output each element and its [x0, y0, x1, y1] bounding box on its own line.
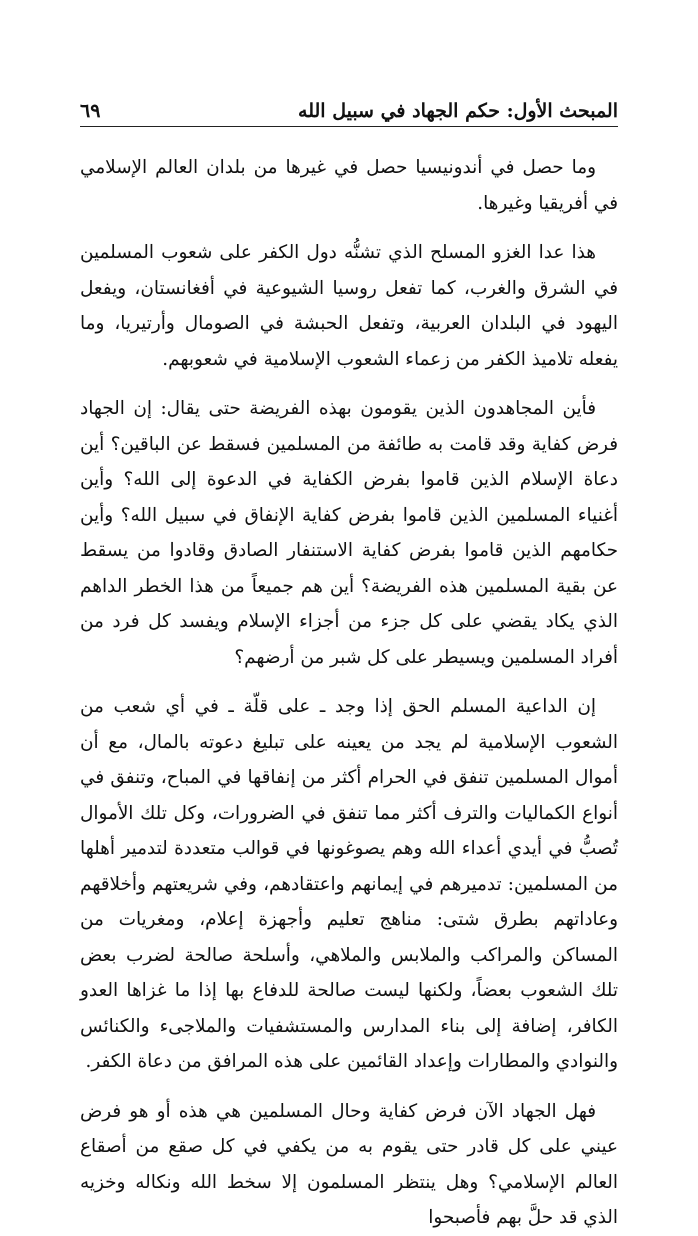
paragraph: إن الداعية المسلم الحق إذا وجد ـ على قلّة ـ في أي شعب من الشعوب الإسلامية لم يجد من يعينه على تبليغ دعوته بالمال، مع أن أموال المسلمين تنفق في الحرام أكثر من إنفاقها في المباح، وتنفق في أنواع الكماليات والترف أكثر مما تنفق في الضرورات، وكل تلك الأموال تُصبُّ في أيدي أعداء الله وهم يصوغونها في قوالب متعددة لتدمير أهلها من المسلمين: تدميرهم في إيمانهم واعتقادهم، وفي شريعتهم وأخلاقهم وعاداتهم بطرق شتى: مناهج تعليم وأجهزة إعلام، ومغريات من المساكن والمراكب والملابس والملاهي، وأسلحة صالحة لضرب بعض تلك الشعوب بعضاً، ولكنها ليست صالحة للدفاع بها إذا ما غزاها العدو الكافر، إضافة إلى بناء المدارس والمستشفيات والملاجىء والكنائس والنوادي والمطارات وإعداد القائمين على هذه المرافق من دعاة الكفر. [80, 696, 618, 1072]
paragraph: وما حصل في أندونيسيا حصل في غيرها من بلدان العالم الإسلامي في أفريقيا وغيرها. [80, 157, 618, 214]
page-header [80, 86, 618, 127]
page-number: ٦٩ [80, 100, 101, 122]
body-text [80, 150, 618, 1228]
paragraph: فأين المجاهدون الذين يقومون بهذه الفريضة حتى يقال: إن الجهاد فرض كفاية وقد قامت به طائفة من المسلمين فسقط عن الباقين؟ أين دعاة الإسلام الذين قاموا بفرض الكفاية في الدعوة إلى الله؟ وأين أغنياء المسلمين الذين قاموا بفرض كفاية الإنفاق في سبيل الله؟ وأين حكامهم الذين قاموا بفرض كفاية الاستنفار الصادق وقادوا من يسقط عن بقية المسلمين هذه الفريضة؟ أين هم جميعاً من هذا الخطر الداهم الذي يكاد يقضي على كل جزء من أجزاء الإسلام ويفسد كل فرد من أفراد المسلمين ويسيطر على كل شبر من أرضهم؟ [80, 398, 618, 668]
running-title: المبحث الأول: حكم الجهاد في سبيل الله [298, 100, 618, 122]
paragraph: فهل الجهاد الآن فرض كفاية وحال المسلمين هي هذه أو هو فرض عيني على كل قادر حتى يقوم به من يكفي في كل صقع من أصقاع العالم الإسلامي؟ وهل ينتظر المسلمون إلا سخط الله ونكاله وخزيه الذي قد حلَّ بهم فأصبحوا [80, 1100, 618, 1228]
paragraph: هذا عدا الغزو المسلح الذي تشنُّه دول الكفر على شعوب المسلمين في الشرق والغرب، كما تفعل روسيا الشيوعية في أفغانستان، ويفعل اليهود في البلدان العربية، وتفعل الحبشة في الصومال وأرتيريا، وما يفعله تلاميذ الكفر من زعماء الشعوب الإسلامية في شعوبهم. [80, 242, 618, 370]
